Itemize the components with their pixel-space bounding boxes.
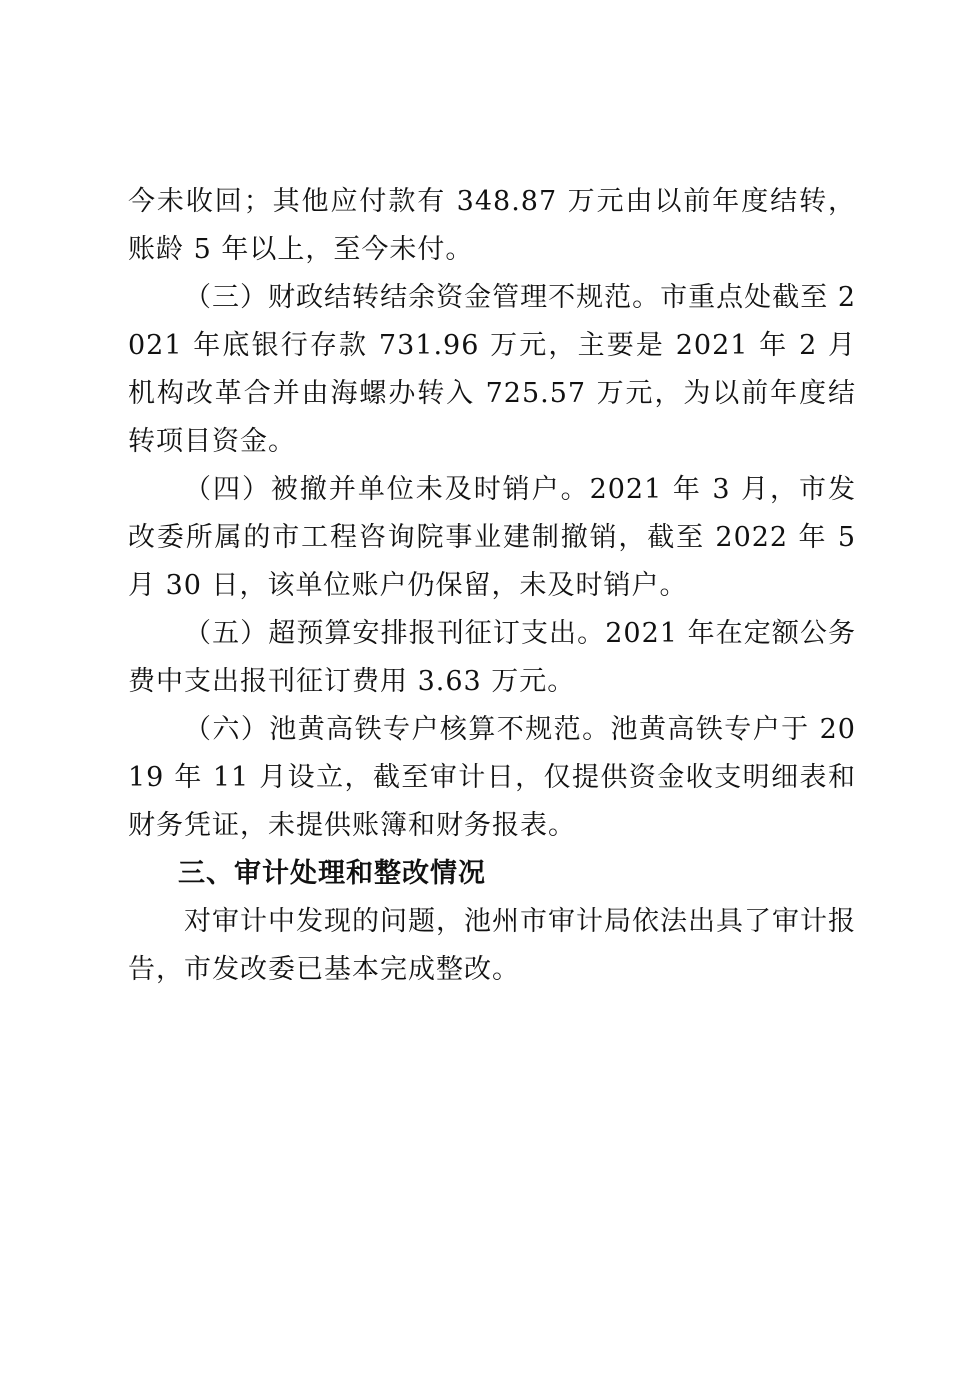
paragraph-item-3: （三）财政结转结余资金管理不规范。市重点处截至 2021 年底银行存款 731.96 万元，主要是 2021 年 2 月机构改革合并由海螺办转入 725.57 万元，为以前年度结转项目资金。 xyxy=(128,282,856,457)
document-body xyxy=(128,178,856,994)
paragraph-item-6: （六）池黄高铁专户核算不规范。池黄高铁专户于 2019 年 11 月设立，截至审计日，仅提供资金收支明细表和财务凭证，未提供账簿和财务报表。 xyxy=(128,714,856,841)
paragraph-item-5: （五）超预算安排报刊征订支出。2021 年在定额公务费中支出报刊征订费用 3.63 万元。 xyxy=(128,618,856,697)
paragraph-item-4: （四）被撤并单位未及时销户。2021 年 3 月，市发改委所属的市工程咨询院事业建制撤销，截至 2022 年 5 月 30 日，该单位账户仍保留，未及时销户。 xyxy=(128,474,856,601)
paragraph-continuation: 今未收回；其他应付款有 348.87 万元由以前年度结转，账龄 5 年以上，至今未付。 xyxy=(128,186,856,265)
paragraph-closing: 对审计中发现的问题，池州市审计局依法出具了审计报告，市发改委已基本完成整改。 xyxy=(128,906,856,985)
section-heading: 三、审计处理和整改情况 xyxy=(178,858,486,889)
